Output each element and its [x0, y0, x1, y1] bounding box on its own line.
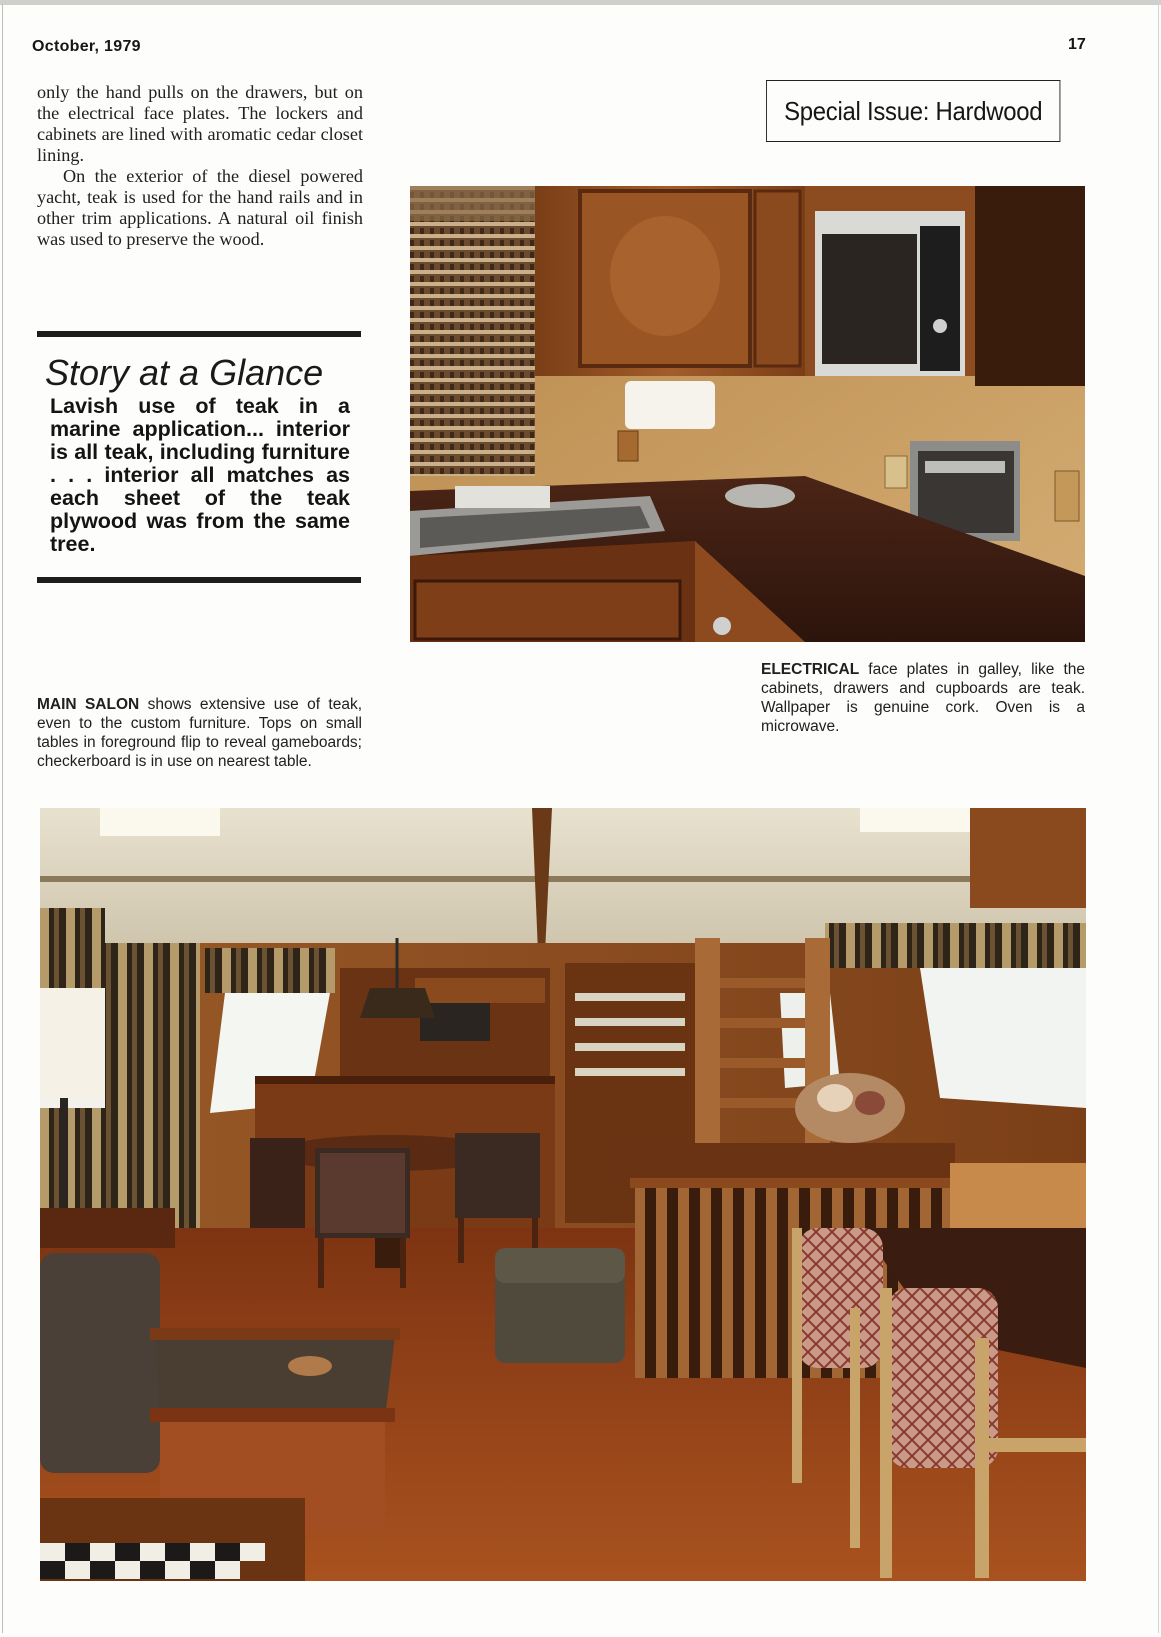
glance-top-rule	[37, 331, 361, 337]
glance-bottom-rule	[37, 577, 361, 583]
special-issue-banner: Special Issue: Hardwood	[766, 80, 1060, 142]
salon-caption-lead: MAIN SALON	[37, 696, 140, 713]
article-body-text	[37, 82, 363, 250]
glance-title: Story at a Glance	[45, 352, 324, 393]
body-paragraph-2: On the exterior of the diesel powered yacht, teak is used for the hand rails and in other trim applications. A natural oil finish was used to preserve the wood.	[37, 166, 363, 249]
salon-caption-text: shows extensive use of teak, even to the custom furniture. Tops on small tables in foreground flip to reveal gameboards; checkerboard is in use on nearest table.	[37, 696, 363, 770]
galley-photo-caption	[761, 660, 1085, 736]
body-paragraph-1: only the hand pulls on the drawers, but on the electrical face plates. The lockers and cabinets are lined with aromatic cedar closet lining.	[37, 82, 363, 165]
galley-caption-text: face plates in galley, like the cabinets, drawers and cupboards are teak. Wallpaper is genuine cork. Oven is a microwave.	[761, 661, 1085, 735]
main-salon-photo	[40, 808, 1086, 1581]
glance-summary: Lavish use of teak in a marine application... interior is all teak, including furniture . . . interior all matches as each sheet of the teak plywood was from the same tree.	[50, 394, 350, 556]
galley-photo	[410, 186, 1085, 642]
salon-photo-caption	[37, 695, 362, 771]
page-number: 17	[1068, 36, 1086, 53]
issue-date: October, 1979	[32, 38, 141, 55]
galley-caption-lead: ELECTRICAL	[761, 661, 860, 678]
